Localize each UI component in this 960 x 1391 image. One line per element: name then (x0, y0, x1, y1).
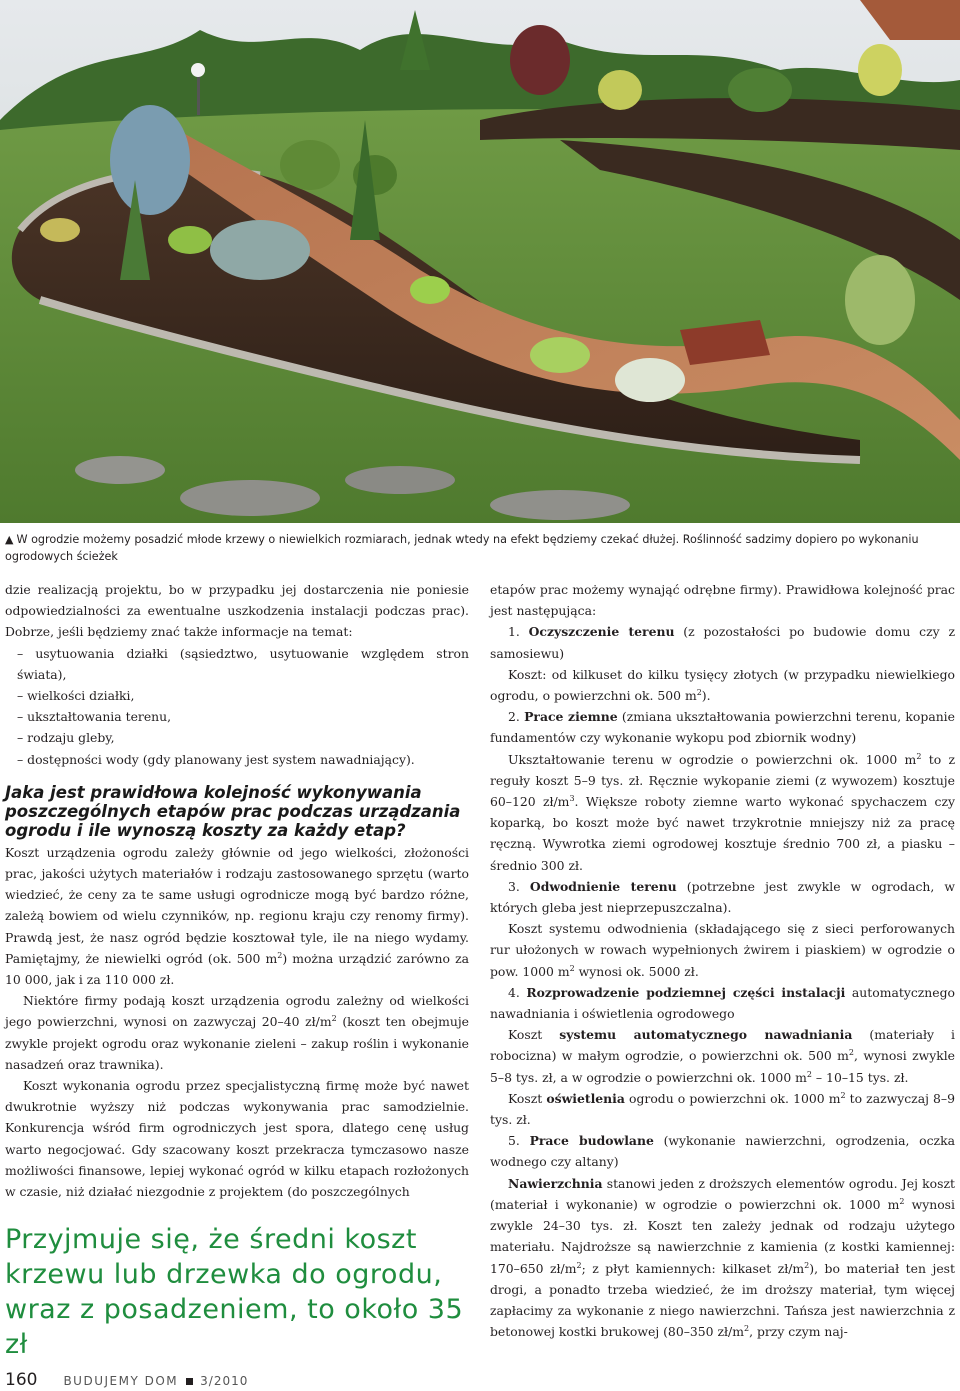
right-column (490, 579, 955, 1342)
left-paragraph-2: Koszt urządzenia ogrodu zależy głównie od jego wielkości, złożoności prac, jakości użytych materiałów i rodzaju zastosowanego sprzętu (warto wiedzieć, że ceny za te same usługi ogrodnicze mogą być bardzo różne, zależą bowiem od wielu czynników, np. regionu kraju czy renomy firmy). Prawdą jest, że nasz ogród będzie kosztował tyle, ile na niego wydamy. Pamiętajmy, że niewielki ogród (ok. 500 $m^2$) można urządzić zarówno za 10 000, jak i za 110 000 zł. (5, 844, 469, 988)
pull-quote: Przyjmuje się, że średni koszt krzewu lub drzewka do ogrodu, wraz z posadzeniem, to około 35 zł (5, 1224, 464, 1360)
list-item: – usytuowania działki (sąsiedztwo, usytuowanie względem stron świata), (5, 643, 469, 685)
step-4-irrigation-cost: Koszt systemu automatycznego nawadniania (materiały i robocizna) w małym ogrodzie, o powierzchni ok. 500 $m^2$, wynosi zwykle 5–8 tys. zł, a w ogrodzie o powierzchni ok. 1000 $m^2 - 10-15$ tys. zł. (490, 1027, 956, 1085)
list-item: – wielkości działki, (5, 685, 469, 706)
issue-number: 3/2010 (200, 1374, 249, 1388)
left-paragraph-3: Niektóre firmy podają koszt urządzenia ogrodu zależny od wielkości jego powierzchni, wynosi on zazwyczaj 20–40 $zł/m^2$ (koszt ten obejmuje zwykle projekt ogrodu oraz wykonanie zieleni – zakup roślin i wykonanie nasadzeń oraz trawnika). (5, 993, 470, 1072)
step-3-cost: Koszt systemu odwodnienia (składającego się z sieci perforowanych rur ułożonych w rowach wypełnionych żwirem i piaskiem) w ogrodzie o pow. 1000 $m^2$ wynosi ok. 5000 zł. (490, 921, 955, 979)
left-column (5, 579, 469, 1202)
step-2-cost: Ukształtowanie terenu w ogrodzie o powierzchni ok. 1000 $m^2$ to z reguły koszt 5–9 tys. zł. Ręcznie wykopanie ziemi (z wywozem) kosztuje 60–120 $zł/m^3$. Większe roboty ziemne warto wykonać spychaczem czy koparką, bo koszt może być nawet trzykrotnie mniejszy niż za pracę ręczną. Wywrotka ziemi ogrodowej kosztuje średnio 700 zł, a piasku – średnio 300 zł. (490, 751, 955, 873)
right-paragraph-1: etapów prac możemy wynająć odrębne firmy). Prawidłowa kolejność prac jest następująca: (490, 582, 955, 619)
left-paragraph-4: Koszt wykonania ogrodu przez specjalistyczną firmę może być nawet dwukrotnie wyższy niż podczas wykonywania prac samodzielnie. Konkurencja wśród firm ogrodniczych jest spora, dlatego cenę usług warto negocjować. Gdy szacowany koszt przekracza tymczasowo nasze możliwości finansowe, lepiej wykonać ogród w kilku etapach rozłożonych w czasie, niż działać niezgodnie z projektem (do poszczególnych (5, 1078, 469, 1200)
garden-photo (0, 0, 960, 523)
left-paragraph-1: dzie realizacją projektu, bo w przypadku jej dostarczenia nie poniesie odpowiedzialności za ewentualne uszkodzenia instalacji podczas prac). Dobrze, jeśli będziemy znać także informacje na temat: (5, 582, 469, 640)
step-1-cost: Koszt: od kilkuset do kilku tysięcy złotych (w przypadku niewielkiego ogrodu, o powierzchni ok. 500 $m^2$). (490, 666, 955, 704)
magazine-name: BUDUJEMY DOM (63, 1374, 179, 1388)
step-5-surface-cost: Nawierzchnia stanowi jeden z droższych elementów ogrodu. Jej koszt (materiał i wykonanie) w ogrodzie o powierzchni ok. 1000 $m^2$ wynosi zwykle 24–30 tys. zł. Koszt ten zależy jednak od rodzaju użytego materiału. Najdroższe są nawierzchnie z kamienia (z kostki kamiennej: 170–650 $zł/m^2$; z płyt kamiennych: kilkaset $zł/m^2$), bo materiał ten jest drogi, a ponadto trzeba wiedzieć, że im droższy materiał, tym więcej zapłacimy za wykonanie z niego nawierzchni. Tańsza jest nawierzchnia z betonowej kostki brukowej (80–350 $zł/m^2$, przy czym naj- (490, 1175, 955, 1340)
list-item: – dostępności wody (gdy planowany jest system nawadniający). (5, 749, 469, 770)
separator-square-icon (186, 1378, 193, 1385)
step-5: 5. Prace budowlane (wykonanie nawierzchni, ogrodzenia, oczka wodnego czy altany) (490, 1133, 955, 1170)
step-4: 4. Rozprowadzenie podziemnej części instalacji automatycznego nawadniania i oświetlenia ogrodowego (490, 984, 955, 1022)
caption-triangle-icon: ▲ (5, 533, 14, 546)
step-2: 2. Prace ziemne (zmiana ukształtowania powierzchni terenu, kopanie fundamentów czy wykonanie wykopu pod zbiornik wodny) (490, 709, 955, 746)
section-heading: Jaka jest prawidłowa kolejność wykonywania poszczególnych etapów prac podczas urządzania ogrodu i ile wynoszą koszty za każdy etap? (5, 782, 461, 840)
page-number: 160 (5, 1370, 38, 1390)
page-footer (5, 1370, 248, 1390)
step-3: 3. Odwodnienie terenu (potrzebne jest zwykle w ogrodach, w których gleba jest nieprzepuszczalna). (490, 878, 955, 916)
list-item: – ukształtowania terenu, (5, 706, 469, 727)
step-1: 1. Oczyszczenie terenu (z pozostałości po budowie domu czy z samosiewu) (490, 624, 955, 661)
list-item: – rodzaju gleby, (5, 727, 469, 748)
step-4-lighting-cost: Koszt oświetlenia ogrodu o powierzchni ok. 1000 $m^2$ to zazwyczaj 8–9 tys. zł. (490, 1090, 955, 1128)
photo-caption (5, 531, 957, 565)
caption-text: W ogrodzie możemy posadzić młode krzewy o niewielkich rozmiarach, jednak wtedy na efekt będziemy czekać dłużej. Roślinność sadzimy dopiero po wykonaniu ogrodowych ścieżek (5, 533, 919, 563)
